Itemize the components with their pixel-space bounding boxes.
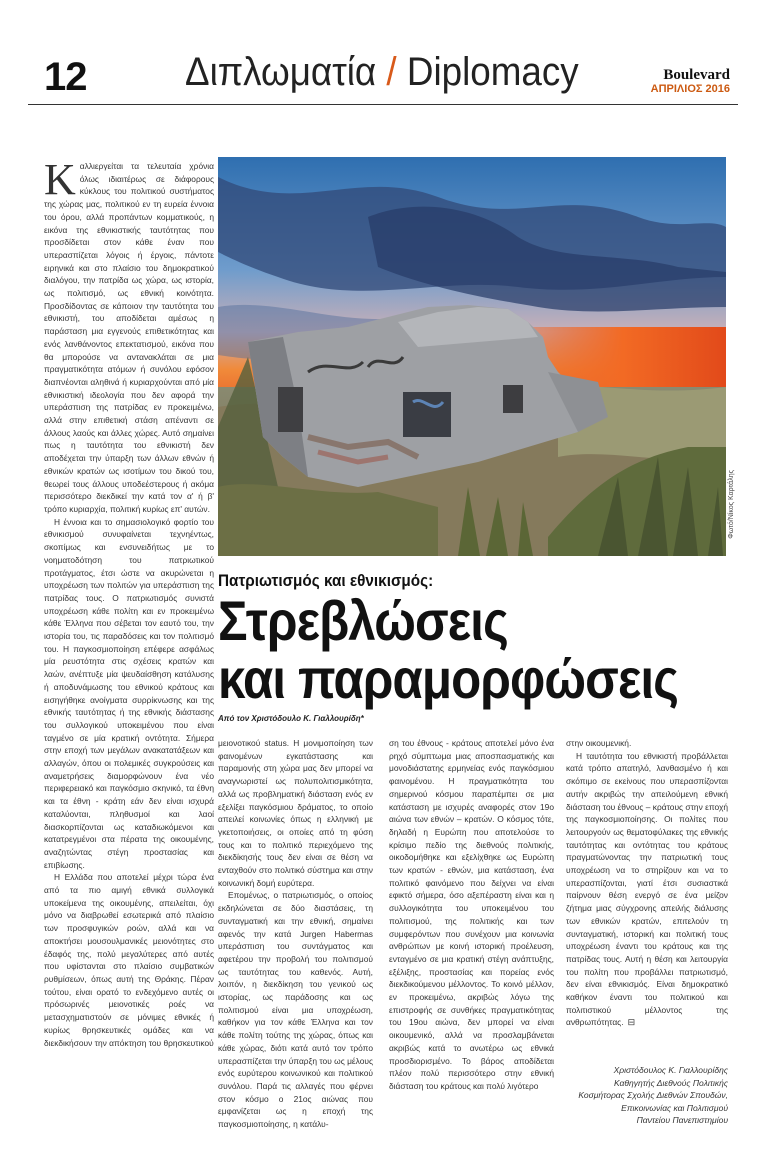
section-title-slash: /: [386, 50, 397, 94]
end-mark-icon: ⊟: [627, 1017, 636, 1028]
masthead-brand: [651, 67, 730, 95]
issue-date: ΑΠΡΙΛΙΟΣ 2016: [650, 83, 730, 95]
article-column-4: [566, 737, 728, 1029]
paragraph: Η ταυτότητα του εθνικιστή προβάλλεται κατά τρόπο απατηλό, λανθασμένο ή και σκόπιμο σε εκείνους που υπερασπίζονται αυτήν ακριβώς την απειλούμενη εθνική διάσταση του έθνους – κράτους στην εποχή της παγκοσμιοποίησης. Οι πολίτες που λειτουργούν ως θεματοφύλακες της εθνικής ταυτότητας και οντότητας του κράτους πραγματώνοντας την πατριωτική τους υποχρέωση να το στηρίζουν και να το υπερασπίζονται, γιατί έτσι συσιαστικά παίρνουν θέση ενεργό σε ένα μείζον ζήτημα μιας σύγχρονης απειλής διάλυσης των εθνικών κρατών, επιτελούν τη συνταγματική, ιστορική και πολιτική τους υποχρέωση έναντι του κράτους και της πατρίδας τους. Αυτή η θέση και λειτουργία του πολίτη που προβάλλει πατριωτισμό, δεν είναι εθνικισμός. Είναι δημοκρατικό καθήκον έναντι του πολιτικού και πολιτιστικού μέλλοντος της ανθρωπότητας. ⊟: [566, 750, 728, 1028]
article-column-1: [44, 155, 214, 1049]
paragraph: στην οικουμενική.: [566, 738, 632, 748]
author-title: Καθηγητής Διεθνούς Πολιτικής: [613, 1077, 728, 1088]
section-title: [185, 50, 579, 95]
author-signature: [538, 1064, 728, 1127]
author-affiliation-3: Παντείου Πανεπιστημίου: [636, 1115, 728, 1125]
section-title-greek: Διπλωματία: [185, 50, 377, 94]
ruined-house-photo: [218, 157, 726, 556]
headline-line-2: και παραμορφώσεις: [218, 647, 679, 710]
author-name: Χριστόδουλος Κ. Γιαλλουρίδης: [613, 1065, 728, 1075]
photo-credit: Φωτό/Νίκος Καρτάλης: [728, 470, 735, 539]
author-affiliation-1: Κοσμήτορας Σχολής Διεθνών Σπουδών,: [578, 1090, 728, 1100]
article-column-2: [218, 737, 373, 1131]
paragraph: Καλλιεργείται τα τελευταία χρόνια όλως ιδιαιτέρως σε διάφορους κύκλους του πολιτικού συστήματος της χώρας μας, πολιτικού εν τη ευρεία έννοια του όρου, αλλά προπάντων κομματικούς, η εικόνα της εθνικιστικής ταυτότητας που προσδίδεται στον κάθε έναν που υπερασπίζεται λόγοις ή έργοις, πάντοτε ειρηνικά και στο πλαίσιο του δημοκρατικού διαλόγου, την πατρίδα ως χώρα, ως ιστορία, ως πολιτισμό, ως εθνική κοινότητα. Προσδίδοντας σε κάποιον την ταυτότητα του εθνικιστή, του αποδίδεται αμέσως η παράσταση μια εγγενούς επιθετικότητας και ενός λανθάνοντος επεκτατισμού, εικόνα που θα μπορούσε να αντανακλάται σε μια πραγματικότητα ατόμων ή συνόλου εφόσον διαπνέονται αληθινά ή κυριαρχούνται από μία εθνικιστική ιδεολογία που δεν αφορά την υπεράσπιση της πατρίδας εν προκειμένω, αλλά στην επιθετική στάση απέναντι σε άλλους λαούς και άλλες χώρες. Αυτό σημαίνει πως η ταυτότητα του εθνικιστή δεν αποδέχεται την ύπαρξη των άλλων εθνών ή εθνικών κρατών ως ισοτίμων του δικού του, θεωρεί τους άλλους υποδεέστερους ή ακόμα περισσότερο διεκδικεί την κατά τον α' ή β' τρόπο κυριαρχία, πολιτική κυρίως επ' αυτών.: [44, 155, 214, 514]
article-photo: [218, 157, 726, 556]
paragraph: Η έννοια και το σημασιολογικό φορτίο του εθνικισμού συνυφαίνεται τεχνηέντως, σκοπίμως και ενσυνειδήτως με το νοηματοδότηση του πατριωτικού προτάγματος, έτσι ώστε να ακυρώνεται η υποχρέωση των πολιτών για υπεράσπιση της πατρίδας τους. Ο πατριωτισμός συνιστά υποχρέωση κάθε πολίτη και εν προκειμένω κάθε Έλληνα που σέβεται τον εαυτό του, την ιστορία του, τις παραδόσεις και τον πολιτισμό του. Η παγκοσμιοποίηση επέφερε ασφάλως μία ρευστότητα στις σχέσεις κρατών και λαών, ανέπτυξε μία ψευδαίσθηση κατάλυσης ή αποδυνάμωσης του εθνικού κράτους και εισηγήθηκε ανοίγματα συρρίκνωσης και της εθνικής ταυτότητας ή της εθνικής διάστασης του συλλογικού υποκειμένου που είναι ταγμένο σε μία κρατική οντότητα. Σήμερα στην εποχή των μεγάλων ανακατατάξεων και αλλαγών, όπου οι πολεμικές συγκρούσεις και αναμετρήσεις διαμορφώνουν ένα νέο περιφερειακό και παγκόσμιο σκηνικό, τα έθνη και τα έθνη - κράτη εάν δεν είναι ισχυρά καταλύονται, πληθυσμοί και λαοί διασκορπίζονται ως καταδιωκόμενοι και κατατρεγμένοι στα πέρατα της οικουμένης, αναζητώντας στέγη προστασίας και επιβίωσης.: [44, 516, 214, 870]
paragraph: ση του έθνους - κράτους αποτελεί μόνο ένα ρηχό σύμπτωμα μιας αποσπασματικής και μονοδιάστατης ερμηνείας ενός παγκόσμιου φαινομένου. Η πραγματικότητα του σημερινού κόσμου παραπέμπει σε μια κατάσταση με ισχυρές αναφορές στον 19ο αιώνα των εθνών – κρατών. Ο κόσμος τότε, δηλαδή η Ευρώπη που αποτελούσε το κρίσιμο πεδίο της διεθνούς πολιτικής, οικοδομήθηκε και εξελίχθηκε ως Ευρώπη των κρατών - εθνών, μια κατάσταση, ένα πολιτικό φαινόμενο που δείχνει να είναι εφικτό σήμερα, όσο αξεπέραστη είναι και η συλλογικότητα του υποκειμένου του πολιτισμού, της πολιτικής και των συμφερόντων που συνέχουν μια κοινωνία ανθρώπων με κοινή ιστορική προέλευση, ενταγμένο σε μια κρατική στέγη ανάπτυξης, εξέλιξης, προστασίας και πορείας ενός διεκδικούμενου μέλλοντος. Το κοινό μέλλον, εν προκειμένω, ακριβώς λόγω της επιστροφής σε συνθήκες πραγματικότητας του 19ου αιώνα, δεν μπορεί να είναι οικουμενικό, αλλά να προσλαμβάνεται ακριβώς κατά το ανωτέρω ως εθνικά προσδιορισμένο. Το βάρος αποδίδεται πλέον πολύ περισσότερο στην εθνική διάσταση του κράτους και πολύ λιγότερο: [389, 738, 554, 1091]
headline-line-1: Στρεβλώσεις: [218, 589, 508, 652]
article-byline: Από τον Χριστόδουλο Κ. Γιαλλουρίδη*: [218, 714, 364, 723]
paragraph: Η Ελλάδα που αποτελεί μέχρι τώρα ένα από τα πιο αμιγή εθνικά συλλογικά υποκείμενα της οικουμένης, απειλείται, όχι μόνο να διαβρωθεί εσωτερικά από πλαίσιο των προσφυγικών ροών, αλλά και να αποκτήσει μουσουλμανικές μειονότητες στο έδαφός της, πολύ μεγαλύτερες από αυτές που υφίστανται στο πλαίσιο συμβατικών ρυθμίσεων, όπως αυτή της Θράκης. Πέραν τούτου, είναι ορατό το ενδεχόμενο αυτές οι πρόσωρινές μειονοτικές ροές να μετασχηματιστούν σε μόνιμες εθνικές ή κυρίως θρησκευτικές ομάδες και να διεκδικήσουν την απόκτηση του θρησκευτικού: [44, 872, 214, 1048]
article-headline: [218, 589, 679, 710]
drop-cap: Κ: [44, 155, 76, 204]
author-affiliation-2: Επικοινωνίας και Πολιτισμού: [621, 1102, 728, 1113]
article-column-3: [389, 737, 554, 1093]
header-rule: [28, 104, 738, 105]
paragraph: Επομένως, ο πατριωτισμός, ο οποίος εκδηλώνεται σε δύο διαστάσεις, τη συνταγματική και την εθνική, σημαίνει αφενός την κατά Jurgen Habermas υπεράσπιση του συντάγματος και αφετέρου την προβολή του πολιτισμού ως ταυτότητας του καθενός. Αυτή, λοιπόν, η διεκδίκηση του γενικού ως ιστορίας, ως παράδοσης και ως πολιτισμού είναι μια υποχρέωση, καθήκον για τον κάθε Έλληνα και τον κάθε πολίτη τούτης της χώρας, όπως και κάθε χώρας, διότι κατά αυτό τον τρόπο υπερασπίζεται την ύπαρξη του ως μέλους ενός ευρύτερου κοινωνικού και πολιτικού συνόλου. Παρά τις αλλαγές που φέρνει στον κόσμο ο 21ος αιώνας που εμφανίζεται ως η εποχή της παγκοσμιοποίησης, η κατάλυ-: [218, 890, 373, 1130]
paragraph: μειονοτικού status. Η μονιμοποίηση των φαινομένων εγκατάστασης και παραμονής στη χώρα μας δεν μπορεί να αναγνωριστεί ως πολυπολιτισμικότητα, αλλά ως προβληματική διάσταση ενός εν εξελίξει παγκόσμιου δράματος, το οποίο απειλεί κοινωνίες όπως η ελληνική με γκετοποιήσεις, οι οποίες από τη φύση τους και το πολιτικό περιεχόμενο της διεκδίκησής τους δεν είναι σε θέση να ενταχθούν στο πολιτικό σύστημα και στην κοινωνική δομή ευρύτερα.: [218, 738, 373, 888]
page-number: 12: [44, 55, 87, 99]
brand-name: Boulevard: [663, 67, 730, 83]
article-kicker: Πατριωτισμός και εθνικισμός:: [218, 571, 434, 590]
section-title-english: Diplomacy: [406, 50, 579, 94]
